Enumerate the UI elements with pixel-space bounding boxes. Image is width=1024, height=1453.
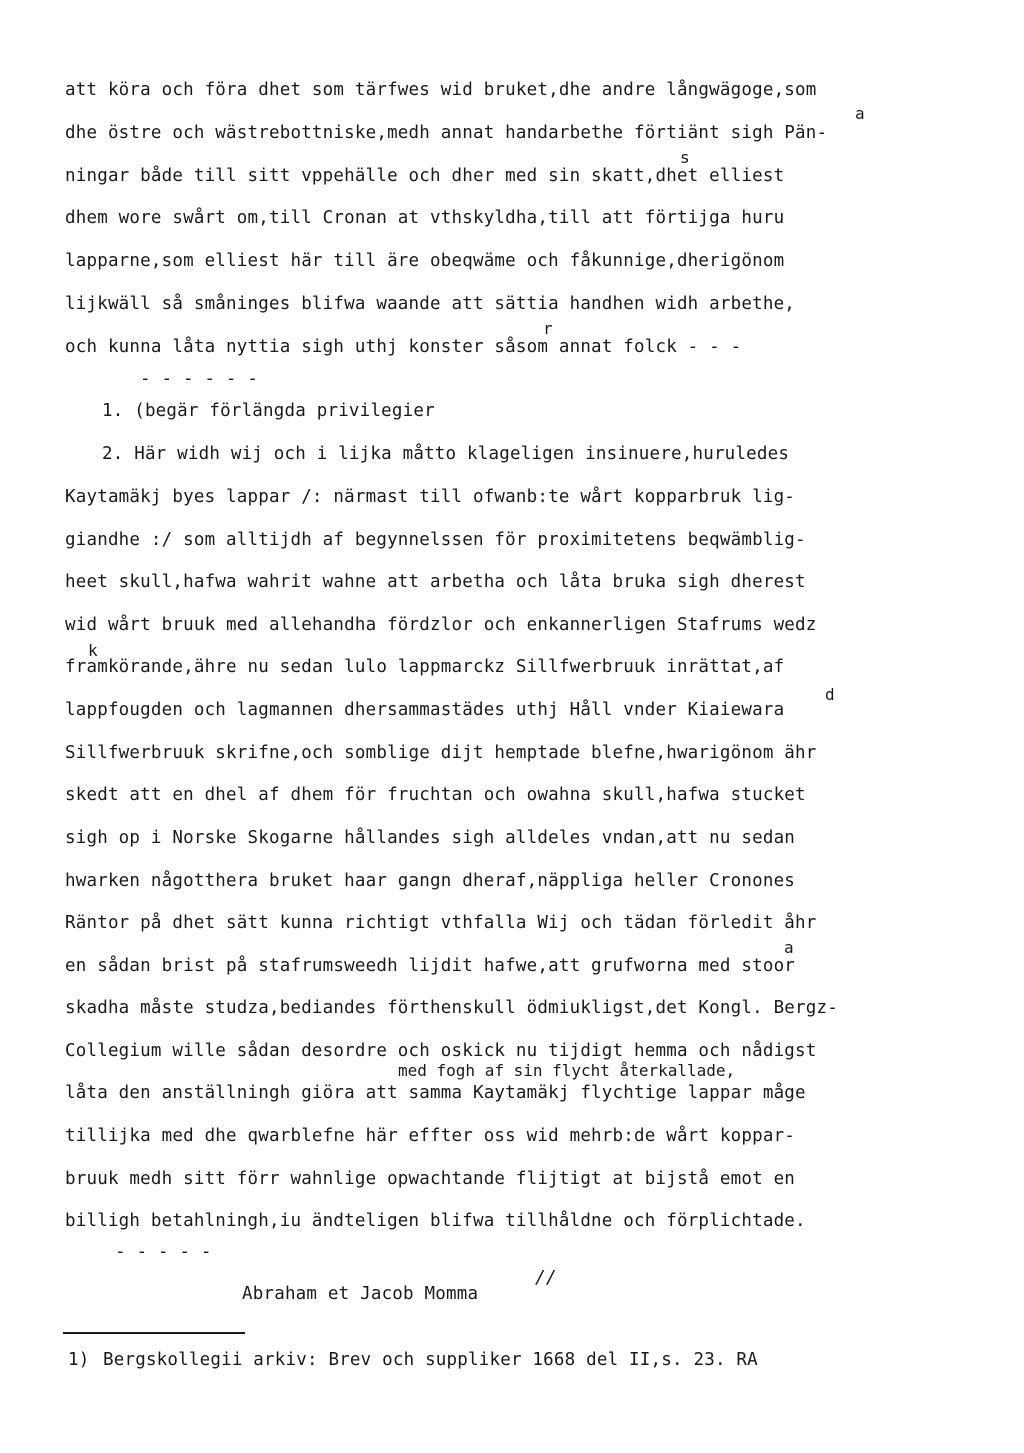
text-line: lappfougden och lagmannen dhersammastädes uthj Håll vnder Kiaiewara: [65, 700, 785, 720]
text-line: ningar både till sitt vppehälle och dher med sin skatt,dhet elliest: [65, 166, 785, 186]
interlinear-insertion: d: [825, 685, 835, 704]
dash-separator: - - - - - -: [140, 369, 259, 389]
text-line: dhe östre och wästrebottniske,medh annat handarbethe förtiänt sigh Pän-: [65, 123, 828, 143]
paragraph-start: 2. Här widh wij och i lijka måtto klageligen insinuere,huruledes: [102, 444, 790, 464]
interlinear-insertion: s: [680, 148, 690, 167]
text-line: framkörande,ähre nu sedan lulo lappmarckz Sillfwerbruuk inrättat,af: [65, 657, 785, 677]
interlinear-insertion: a: [855, 104, 865, 123]
text-line: låta den anställningh giöra att samma Kaytamäkj flychtige lappar måge: [65, 1083, 806, 1103]
text-line: lapparne,som elliest här till äre obeqwäme och fåkunnige,dherigönom: [65, 251, 785, 271]
marginal-note: 1. (begär förlängda privilegier: [102, 401, 435, 421]
text-line: Sillfwerbruuk skrifne,och somblige dijt hemptade blefne,hwarigönom ähr: [65, 743, 817, 763]
text-line: Collegium wille sådan desordre och oskick nu tijdigt hemma och nådigst: [65, 1041, 817, 1061]
text-line: Räntor på dhet sätt kunna richtigt vthfalla Wij och tädan förledit åhr: [65, 913, 817, 933]
footnote-marker: 1): [68, 1350, 90, 1370]
text-line: skedt att en dhel af dhem för fruchtan och owahna skull,hafwa stucket: [65, 785, 806, 805]
interlinear-insertion: r: [543, 319, 553, 338]
text-line: wid wårt bruuk med allehandha fördzlor och enkannerligen Stafrums wedz: [65, 615, 817, 635]
text-line: sigh op i Norske Skogarne hållandes sigh alldeles vndan,att nu sedan: [65, 828, 796, 848]
text-line: och kunna låta nyttia sigh uthj konster såsom annat folck - - -: [65, 337, 742, 357]
interlinear-insertion: med fogh af sin flycht återkallade,: [398, 1061, 736, 1080]
text-line: hwarken någotthera bruket haar gangn dheraf,näppliga heller Cronones: [65, 871, 796, 891]
text-line: skadha måste studza,bediandes förthenskull ödmiukligst,det Kongl. Bergz-: [65, 998, 838, 1018]
text-line: bruuk medh sitt förr wahnlige opwachtande flijtigt at bijstå emot en: [65, 1169, 796, 1189]
interlinear-insertion: a: [784, 938, 794, 957]
text-line: heet skull,hafwa wahrit wahne att arbetha och låta bruka sigh dherest: [65, 572, 806, 592]
footnote-text: Bergskollegii arkiv: Brev och suppliker 1668 del II,s. 23. RA: [103, 1350, 758, 1370]
dash-separator: - - - - -: [115, 1242, 212, 1262]
text-line: lijkwäll så småninges blifwa waande att sättia handhen widh arbethe,: [65, 294, 796, 314]
footnote-rule: [63, 1332, 245, 1334]
text-line: att köra och föra dhet som tärfwes wid bruket,dhe andre långwägoge,som: [65, 80, 817, 100]
signature-footnote-mark: //: [535, 1267, 557, 1288]
signature: Abraham et Jacob Momma: [242, 1284, 479, 1304]
text-line: tillijka med dhe qwarblefne här effter oss wid mehrb:de wårt koppar-: [65, 1126, 796, 1146]
text-line: en sådan brist på stafrumsweedh lijdit hafwe,att grufworna med stoor: [65, 956, 796, 976]
text-line: giandhe :/ som alltijdh af begynnelssen för proximitetens beqwämblig-: [65, 530, 806, 550]
text-line: dhem wore swårt om,till Cronan at vthskyldha,till att förtijga huru: [65, 208, 785, 228]
interlinear-insertion: k: [88, 641, 98, 660]
text-line: Kaytamäkj byes lappar /: närmast till ofwanb:te wårt kopparbruk lig-: [65, 487, 796, 507]
text-line: billigh betahlningh,iu ändteligen blifwa tillhåldne och förplichtade.: [65, 1211, 806, 1231]
